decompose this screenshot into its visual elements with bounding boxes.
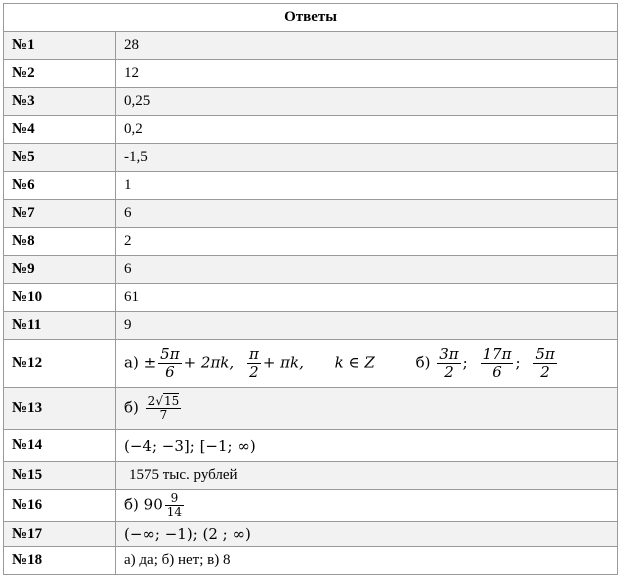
question-number: №10 xyxy=(4,284,116,312)
coefficient: 2 xyxy=(147,394,156,408)
radicand: 15 xyxy=(163,394,180,408)
table-row xyxy=(4,116,618,144)
table-row xyxy=(4,88,618,116)
answer-cell: (−∞; −1); (2 ; ∞) xyxy=(116,522,618,547)
fraction-denominator: 2 xyxy=(444,363,454,381)
answer-cell: -1,5 xyxy=(116,144,618,172)
table-row xyxy=(4,60,618,88)
question-number: №18 xyxy=(4,547,116,575)
answer-part-label: б) xyxy=(124,398,139,417)
table-row xyxy=(4,388,618,430)
fraction-numerator: 5π xyxy=(535,345,555,363)
fraction-denominator: 6 xyxy=(165,363,175,381)
answer-cell xyxy=(116,490,618,522)
answer-cell: 1575 тыс. рублей xyxy=(116,462,618,490)
fraction xyxy=(146,395,182,422)
fraction-numerator: 5π xyxy=(160,345,180,363)
table-row xyxy=(4,228,618,256)
table-header: Ответы xyxy=(4,4,618,32)
table-row xyxy=(4,462,618,490)
answer-cell: (−4; −3]; [−1; ∞) xyxy=(116,430,618,462)
fraction-numerator: 2√15 xyxy=(147,394,180,408)
question-number: №11 xyxy=(4,312,116,340)
table-row xyxy=(4,430,618,462)
separator: ; xyxy=(462,353,468,372)
question-number: №15 xyxy=(4,462,116,490)
fraction-numerator: π xyxy=(248,345,259,363)
question-number: №12 xyxy=(4,340,116,388)
answers-table xyxy=(3,3,618,575)
table-row xyxy=(4,172,618,200)
answer-cell xyxy=(116,340,618,388)
table-row xyxy=(4,32,618,60)
fraction xyxy=(533,346,556,381)
answer-part-label: а) xyxy=(124,353,139,372)
answer-cell xyxy=(116,388,618,430)
table-row xyxy=(4,312,618,340)
answer-part-label: б) xyxy=(124,495,139,514)
answer-cell: 0,2 xyxy=(116,116,618,144)
fraction-numerator: 9 xyxy=(165,492,184,506)
answer-cell: 9 xyxy=(116,312,618,340)
table-row xyxy=(4,284,618,312)
fraction xyxy=(437,346,460,381)
answer-cell: а) да; б) нет; в) 8 xyxy=(116,547,618,575)
question-number: №14 xyxy=(4,430,116,462)
answer-cell: 1 xyxy=(116,172,618,200)
answer-cell: 12 xyxy=(116,60,618,88)
table-row xyxy=(4,547,618,575)
answer-cell: 6 xyxy=(116,256,618,284)
table-row xyxy=(4,340,618,388)
question-number: №9 xyxy=(4,256,116,284)
fraction-numerator: 3π xyxy=(439,345,459,363)
mixed-number-whole: 90 xyxy=(143,495,163,514)
table-row xyxy=(4,200,618,228)
answer-cell: 0,25 xyxy=(116,88,618,116)
math-term: + πk, xyxy=(262,353,304,372)
fraction-denominator: 2 xyxy=(540,363,550,381)
fraction xyxy=(165,492,184,519)
separator: ; xyxy=(515,353,521,372)
fraction xyxy=(247,346,261,381)
fraction-denominator: 6 xyxy=(492,363,502,381)
answer-cell: 2 xyxy=(116,228,618,256)
fraction-numerator: 17π xyxy=(482,345,512,363)
fraction xyxy=(481,346,514,381)
fraction xyxy=(158,346,181,381)
question-number: №2 xyxy=(4,60,116,88)
question-number: №3 xyxy=(4,88,116,116)
math-domain: k ∈ Z xyxy=(334,353,375,372)
fraction-denominator: 2 xyxy=(249,363,259,381)
table-row xyxy=(4,522,618,547)
question-number: №4 xyxy=(4,116,116,144)
answer-cell: 28 xyxy=(116,32,618,60)
question-number: №5 xyxy=(4,144,116,172)
table-header-row xyxy=(4,4,618,32)
question-number: №13 xyxy=(4,388,116,430)
plus-minus-sign: ± xyxy=(143,353,157,372)
table-row xyxy=(4,144,618,172)
table-row xyxy=(4,256,618,284)
question-number: №17 xyxy=(4,522,116,547)
table-row xyxy=(4,490,618,522)
answer-cell: 61 xyxy=(116,284,618,312)
answer-cell: 6 xyxy=(116,200,618,228)
fraction-denominator: 14 xyxy=(166,505,183,519)
math-term: + 2πk, xyxy=(183,353,235,372)
fraction-denominator: 7 xyxy=(159,408,168,422)
question-number: №1 xyxy=(4,32,116,60)
question-number: №8 xyxy=(4,228,116,256)
question-number: №16 xyxy=(4,490,116,522)
answer-part-label: б) xyxy=(415,353,431,372)
question-number: №7 xyxy=(4,200,116,228)
question-number: №6 xyxy=(4,172,116,200)
